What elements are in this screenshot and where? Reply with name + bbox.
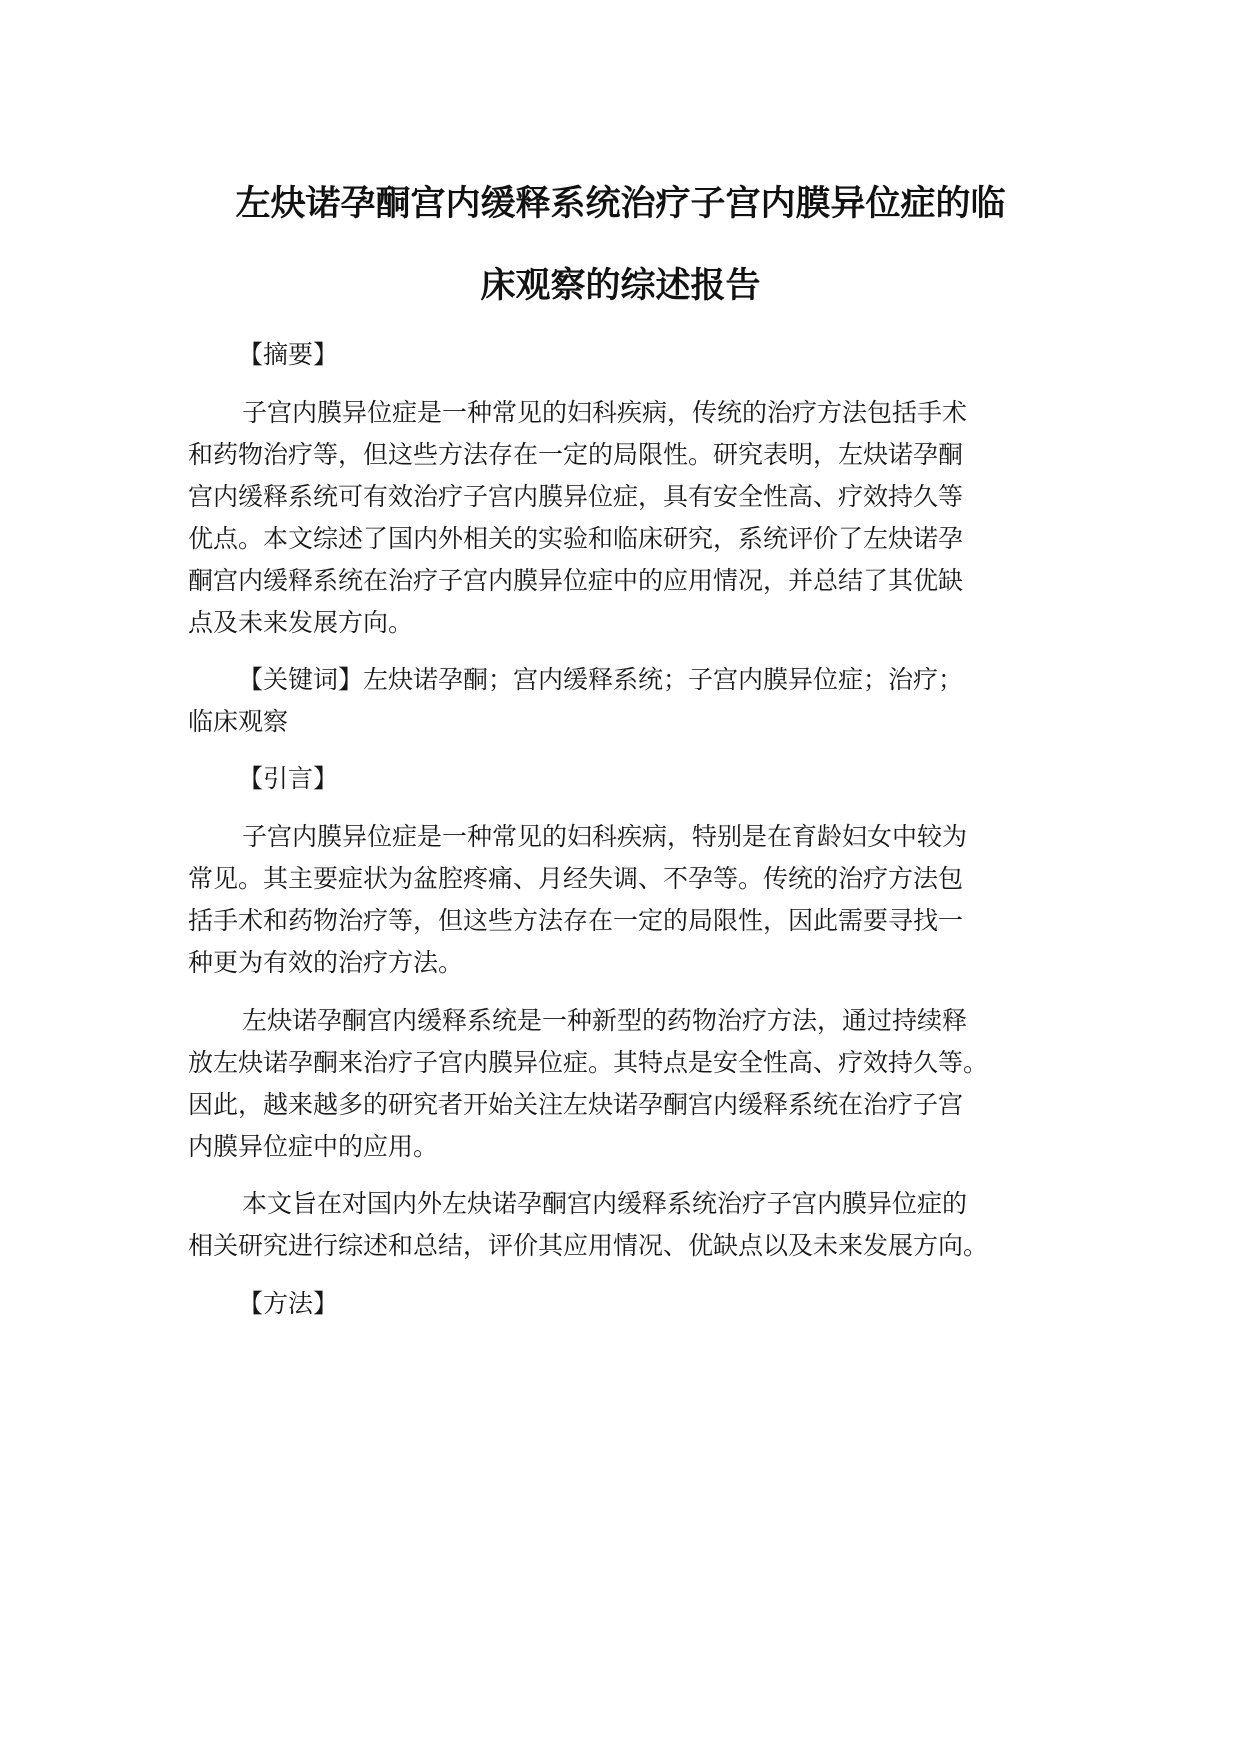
document-title-line-2: 床观察的综述报告 xyxy=(480,266,761,306)
methods-heading: 【方法】 xyxy=(238,1289,339,1318)
keywords-line: 【关键词】左炔诺孕酮；宫内缓释系统；子宫内膜异位症；治疗； xyxy=(238,665,964,694)
abstract-line: 优点。本文综述了国内外相关的实验和临床研究，系统评价了左炔诺孕 xyxy=(188,524,964,553)
introduction-paragraph-2-line: 因此，越来越多的研究者开始关注左炔诺孕酮宫内缓释系统在治疗子宫 xyxy=(188,1090,964,1119)
introduction-paragraph-2-line: 内膜异位症中的应用。 xyxy=(188,1132,439,1161)
introduction-paragraph-2-line: 放左炔诺孕酮来治疗子宫内膜异位症。其特点是安全性高、疗效持久等。 xyxy=(188,1048,989,1077)
introduction-paragraph-3-line: 本文旨在对国内外左炔诺孕酮宫内缓释系统治疗子宫内膜异位症的 xyxy=(242,1189,968,1218)
abstract-line: 酮宫内缓释系统在治疗子宫内膜异位症中的应用情况，并总结了其优缺 xyxy=(188,566,964,595)
introduction-paragraph-2-line: 左炔诺孕酮宫内缓释系统是一种新型的药物治疗方法，通过持续释 xyxy=(242,1006,968,1035)
keywords-line: 临床观察 xyxy=(188,707,289,736)
introduction-paragraph-1-line: 子宫内膜异位症是一种常见的妇科疾病，特别是在育龄妇女中较为 xyxy=(242,822,968,851)
introduction-paragraph-1-line: 常见。其主要症状为盆腔疼痛、月经失调、不孕等。传统的治疗方法包 xyxy=(188,864,964,893)
introduction-paragraph-3-line: 相关研究进行综述和总结，评价其应用情况、优缺点以及未来发展方向。 xyxy=(188,1231,989,1260)
introduction-paragraph-1-line: 种更为有效的治疗方法。 xyxy=(188,948,464,977)
abstract-line: 和药物治疗等，但这些方法存在一定的局限性。研究表明，左炔诺孕酮 xyxy=(188,440,964,469)
introduction-paragraph-1-line: 括手术和药物治疗等，但这些方法存在一定的局限性，因此需要寻找一 xyxy=(188,906,964,935)
introduction-heading: 【引言】 xyxy=(238,764,339,793)
abstract-heading: 【摘要】 xyxy=(238,340,339,369)
document-title-line-1: 左炔诺孕酮宫内缓释系统治疗子宫内膜异位症的临 xyxy=(235,184,1006,224)
abstract-line: 宫内缓释系统可有效治疗子宫内膜异位症，具有安全性高、疗效持久等 xyxy=(188,482,964,511)
abstract-line: 点及未来发展方向。 xyxy=(188,608,414,637)
abstract-line: 子宫内膜异位症是一种常见的妇科疾病，传统的治疗方法包括手术 xyxy=(242,398,968,427)
